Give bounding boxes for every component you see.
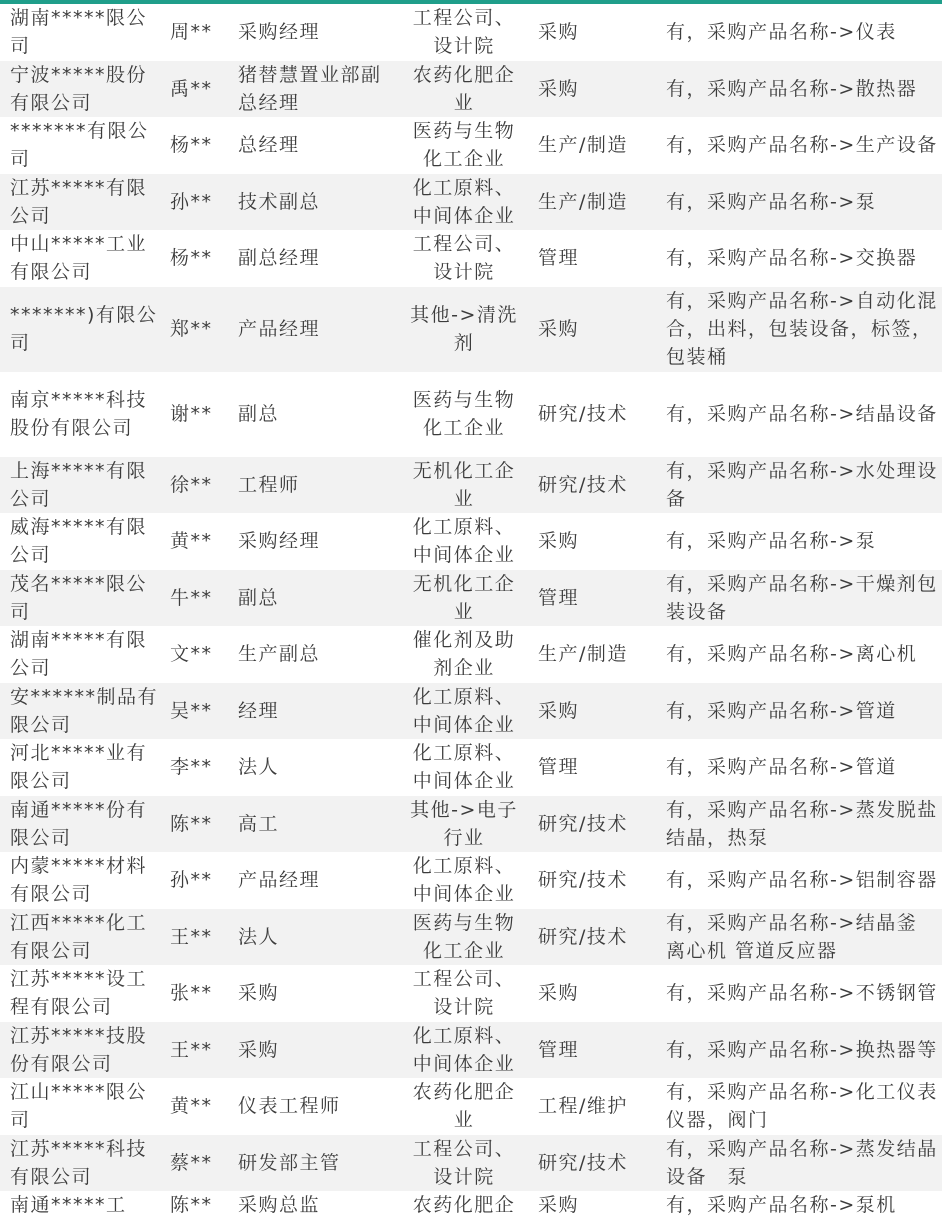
industry-cell: 化工原料、中间体企业 [400,852,528,909]
title-cell: 采购 [228,1022,400,1079]
company-cell: 湖南*****限公司 [0,4,160,61]
industry-cell: 农药化肥企业 [400,61,528,118]
title-cell: 仪表工程师 [228,1078,400,1135]
person-cell: 郑** [160,287,228,372]
company-cell: 威海*****有限公司 [0,513,160,570]
purchase-cell: 有，采购产品名称->管道 [656,683,942,740]
department-cell: 生产/制造 [528,174,656,231]
table-row [0,1135,942,1192]
title-cell: 法人 [228,909,400,966]
industry-cell: 无机化工企业 [400,570,528,627]
industry-cell: 医药与生物化工企业 [400,117,528,174]
company-cell: 江西*****化工有限公司 [0,909,160,966]
title-cell: 研发部主管 [228,1135,400,1192]
table-row [0,1191,942,1231]
purchase-cell: 有，采购产品名称->铝制容器 [656,852,942,909]
department-cell: 研究/技术 [528,1135,656,1192]
industry-cell: 工程公司、设计院 [400,230,528,287]
company-cell: 江苏*****有限公司 [0,174,160,231]
industry-cell: 农药化肥企 [400,1191,528,1231]
table-row [0,457,942,514]
company-cell: *******有限公司 [0,117,160,174]
department-cell: 采购 [528,683,656,740]
table-row [0,965,942,1022]
person-cell: 王** [160,1022,228,1079]
department-cell: 管理 [528,1022,656,1079]
purchase-cell: 有，采购产品名称->结晶釜 离心机 管道反应器 [656,909,942,966]
person-cell: 杨** [160,230,228,287]
table-row [0,852,942,909]
buyer-table [0,4,942,1231]
company-cell: 南通*****份有限公司 [0,796,160,853]
company-cell: 茂名*****限公司 [0,570,160,627]
department-cell: 采购 [528,1191,656,1231]
department-cell: 工程/维护 [528,1078,656,1135]
department-cell: 研究/技术 [528,457,656,514]
industry-cell: 工程公司、设计院 [400,1135,528,1192]
purchase-cell: 有，采购产品名称->自动化混合，出料，包装设备，标签，包装桶 [656,287,942,372]
person-cell: 文** [160,626,228,683]
industry-cell: 农药化肥企业 [400,1078,528,1135]
person-cell: 黄** [160,1078,228,1135]
person-cell: 周** [160,4,228,61]
department-cell: 管理 [528,739,656,796]
table-row [0,174,942,231]
department-cell: 管理 [528,230,656,287]
industry-cell: 无机化工企业 [400,457,528,514]
purchase-cell: 有，采购产品名称->泵机 [656,1191,942,1231]
purchase-cell: 有，采购产品名称->交换器 [656,230,942,287]
purchase-cell: 有，采购产品名称->生产设备 [656,117,942,174]
industry-cell: 催化剂及助剂企业 [400,626,528,683]
purchase-cell: 有，采购产品名称->泵 [656,513,942,570]
person-cell: 陈** [160,796,228,853]
purchase-cell: 有，采购产品名称->不锈钢管 [656,965,942,1022]
industry-cell: 化工原料、中间体企业 [400,683,528,740]
table-row [0,287,942,372]
title-cell: 副总经理 [228,230,400,287]
table-row [0,796,942,853]
company-cell: 江苏*****技股份有限公司 [0,1022,160,1079]
title-cell: 采购经理 [228,513,400,570]
purchase-cell: 有，采购产品名称->干燥剂包装设备 [656,570,942,627]
purchase-cell: 有，采购产品名称->蒸发结晶设备 泵 [656,1135,942,1192]
department-cell: 研究/技术 [528,852,656,909]
title-cell: 副总 [228,570,400,627]
table-row [0,4,942,61]
title-cell: 采购经理 [228,4,400,61]
purchase-cell: 有，采购产品名称->管道 [656,739,942,796]
person-cell: 谢** [160,372,228,457]
person-cell: 孙** [160,852,228,909]
company-cell: 上海*****有限公司 [0,457,160,514]
person-cell: 孙** [160,174,228,231]
purchase-cell: 有，采购产品名称->泵 [656,174,942,231]
person-cell: 吴** [160,683,228,740]
company-cell: 中山*****工业有限公司 [0,230,160,287]
person-cell: 禹** [160,61,228,118]
person-cell: 牛** [160,570,228,627]
purchase-cell: 有，采购产品名称->蒸发脱盐结晶，热泵 [656,796,942,853]
industry-cell: 化工原料、中间体企业 [400,513,528,570]
department-cell: 采购 [528,4,656,61]
department-cell: 研究/技术 [528,796,656,853]
industry-cell: 化工原料、中间体企业 [400,739,528,796]
purchase-cell: 有，采购产品名称->仪表 [656,4,942,61]
title-cell: 采购总监 [228,1191,400,1231]
table-row [0,230,942,287]
purchase-cell: 有，采购产品名称->散热器 [656,61,942,118]
person-cell: 陈** [160,1191,228,1231]
title-cell: 经理 [228,683,400,740]
industry-cell: 医药与生物化工企业 [400,372,528,457]
company-cell: 江山*****限公司 [0,1078,160,1135]
table-row [0,909,942,966]
department-cell: 管理 [528,570,656,627]
purchase-cell: 有，采购产品名称->水处理设备 [656,457,942,514]
title-cell: 产品经理 [228,852,400,909]
company-cell: 南通*****工 [0,1191,160,1231]
department-cell: 生产/制造 [528,626,656,683]
purchase-cell: 有，采购产品名称->换热器等 [656,1022,942,1079]
table-row [0,1022,942,1079]
industry-cell: 其他->电子行业 [400,796,528,853]
table-row [0,1078,942,1135]
purchase-cell: 有，采购产品名称->结晶设备 [656,372,942,457]
title-cell: 生产副总 [228,626,400,683]
person-cell: 徐** [160,457,228,514]
company-cell: 江苏*****设工程有限公司 [0,965,160,1022]
department-cell: 生产/制造 [528,117,656,174]
table-row [0,570,942,627]
table-row [0,61,942,118]
company-cell: 内蒙*****材料有限公司 [0,852,160,909]
title-cell: 技术副总 [228,174,400,231]
industry-cell: 化工原料、中间体企业 [400,174,528,231]
table-row [0,739,942,796]
title-cell: 法人 [228,739,400,796]
company-cell: *******)有限公司 [0,287,160,372]
company-cell: 河北*****业有限公司 [0,739,160,796]
table-row [0,372,942,457]
department-cell: 采购 [528,61,656,118]
industry-cell: 化工原料、中间体企业 [400,1022,528,1079]
table-row [0,513,942,570]
department-cell: 研究/技术 [528,909,656,966]
table-row [0,117,942,174]
person-cell: 杨** [160,117,228,174]
company-cell: 湖南*****有限公司 [0,626,160,683]
person-cell: 张** [160,965,228,1022]
department-cell: 采购 [528,287,656,372]
table-row [0,626,942,683]
company-cell: 宁波*****股份有限公司 [0,61,160,118]
industry-cell: 医药与生物化工企业 [400,909,528,966]
industry-cell: 工程公司、设计院 [400,4,528,61]
person-cell: 黄** [160,513,228,570]
person-cell: 王** [160,909,228,966]
table-row [0,683,942,740]
department-cell: 采购 [528,965,656,1022]
title-cell: 猪替慧置业部副总经理 [228,61,400,118]
title-cell: 采购 [228,965,400,1022]
person-cell: 蔡** [160,1135,228,1192]
company-cell: 南京*****科技股份有限公司 [0,372,160,457]
title-cell: 高工 [228,796,400,853]
title-cell: 总经理 [228,117,400,174]
department-cell: 采购 [528,513,656,570]
purchase-cell: 有，采购产品名称->化工仪表仪器，阀门 [656,1078,942,1135]
company-cell: 江苏*****科技有限公司 [0,1135,160,1192]
department-cell: 研究/技术 [528,372,656,457]
person-cell: 李** [160,739,228,796]
industry-cell: 其他->清洗剂 [400,287,528,372]
company-cell: 安******制品有限公司 [0,683,160,740]
industry-cell: 工程公司、设计院 [400,965,528,1022]
title-cell: 产品经理 [228,287,400,372]
title-cell: 工程师 [228,457,400,514]
purchase-cell: 有，采购产品名称->离心机 [656,626,942,683]
title-cell: 副总 [228,372,400,457]
buyer-table-body [0,4,942,1231]
